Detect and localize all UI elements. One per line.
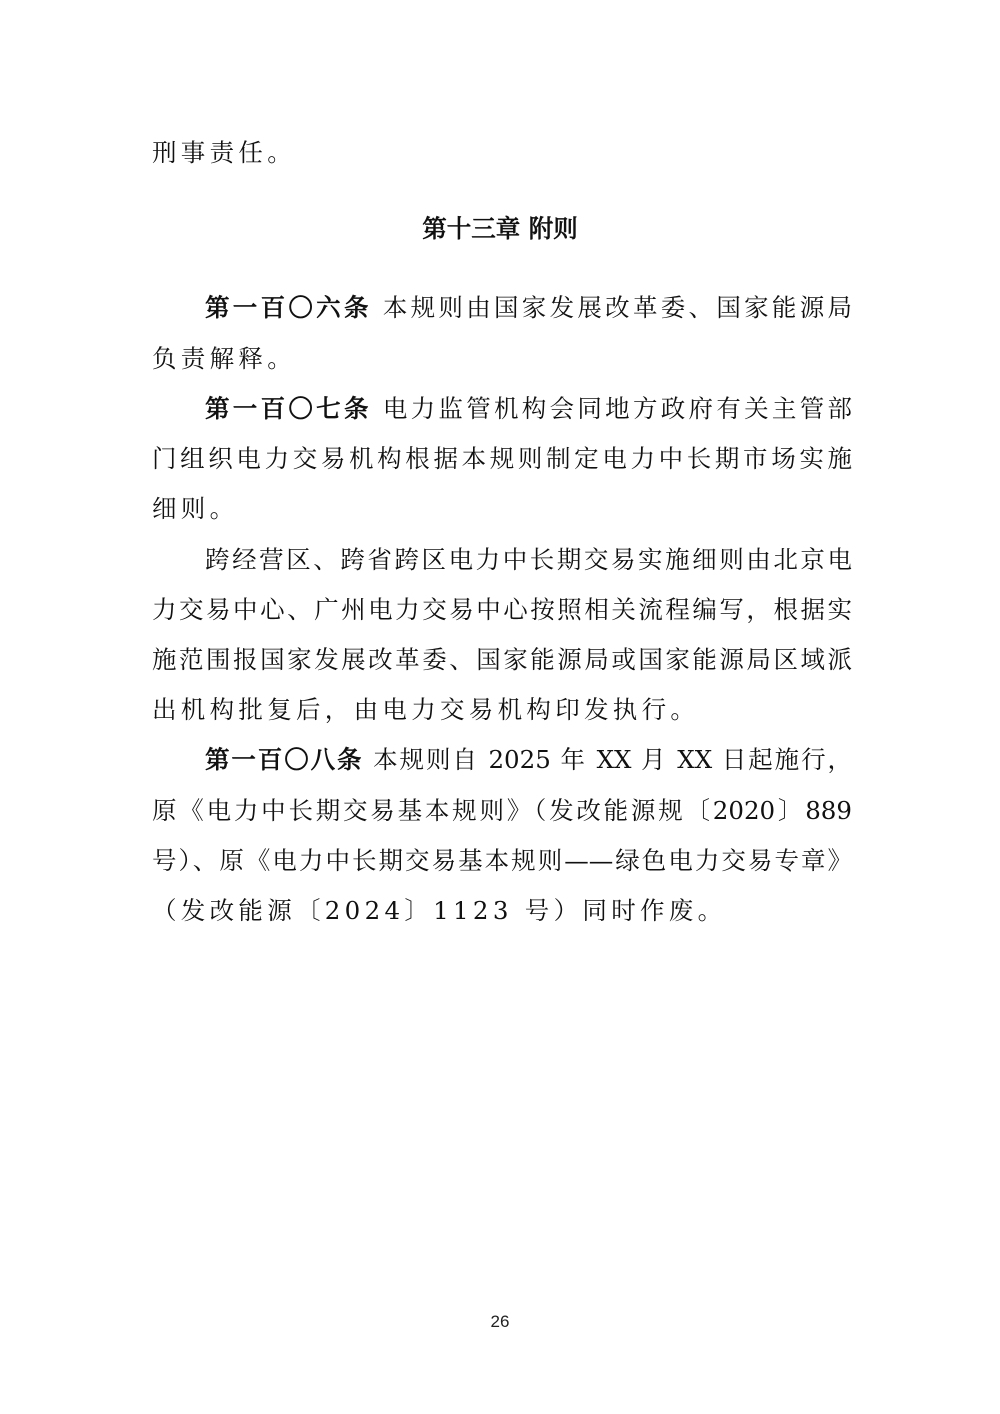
- page-number: 26: [490, 1312, 510, 1331]
- text-line: 施范围报国家发展改革委、国家能源局或国家能源局区域派: [152, 645, 852, 674]
- text-line: 号）、原《电力中长期交易基本规则——绿色电力交易专章》: [152, 846, 852, 875]
- article-108-line: [205, 738, 852, 782]
- article-108-text: 本规则自 2025 年 XX 月 XX 日起施行，: [373, 745, 852, 774]
- text-line: （发改能源〔2024〕1123 号）同时作废。: [152, 896, 727, 925]
- text-line: 原《电力中长期交易基本规则》（发改能源规〔2020〕889: [152, 796, 852, 825]
- text-line: 门组织电力交易机构根据本规则制定电力中长期市场实施: [152, 444, 852, 473]
- text-line: 刑事责任。: [152, 138, 296, 167]
- article-107-text: 电力监管机构会同地方政府有关主管部: [382, 394, 853, 423]
- article-106-text: 本规则由国家发展改革委、国家能源局: [382, 293, 853, 322]
- article-108-heading: 第一百〇八条: [205, 745, 364, 774]
- article-106-line: [205, 286, 852, 330]
- article-107-heading: 第一百〇七条: [205, 394, 372, 423]
- text-line: 跨经营区、跨省跨区电力中长期交易实施细则由北京电: [205, 545, 852, 574]
- text-line: 出机构批复后，由电力交易机构印发执行。: [152, 695, 700, 724]
- article-107-line: [205, 387, 852, 431]
- text-line: 力交易中心、广州电力交易中心按照相关流程编写，根据实: [152, 595, 852, 624]
- text-line: 负责解释。: [152, 344, 296, 373]
- article-106-heading: 第一百〇六条: [205, 293, 372, 322]
- chapter-heading: 第十三章 附则: [422, 214, 578, 243]
- text-line: 细则。: [152, 494, 239, 523]
